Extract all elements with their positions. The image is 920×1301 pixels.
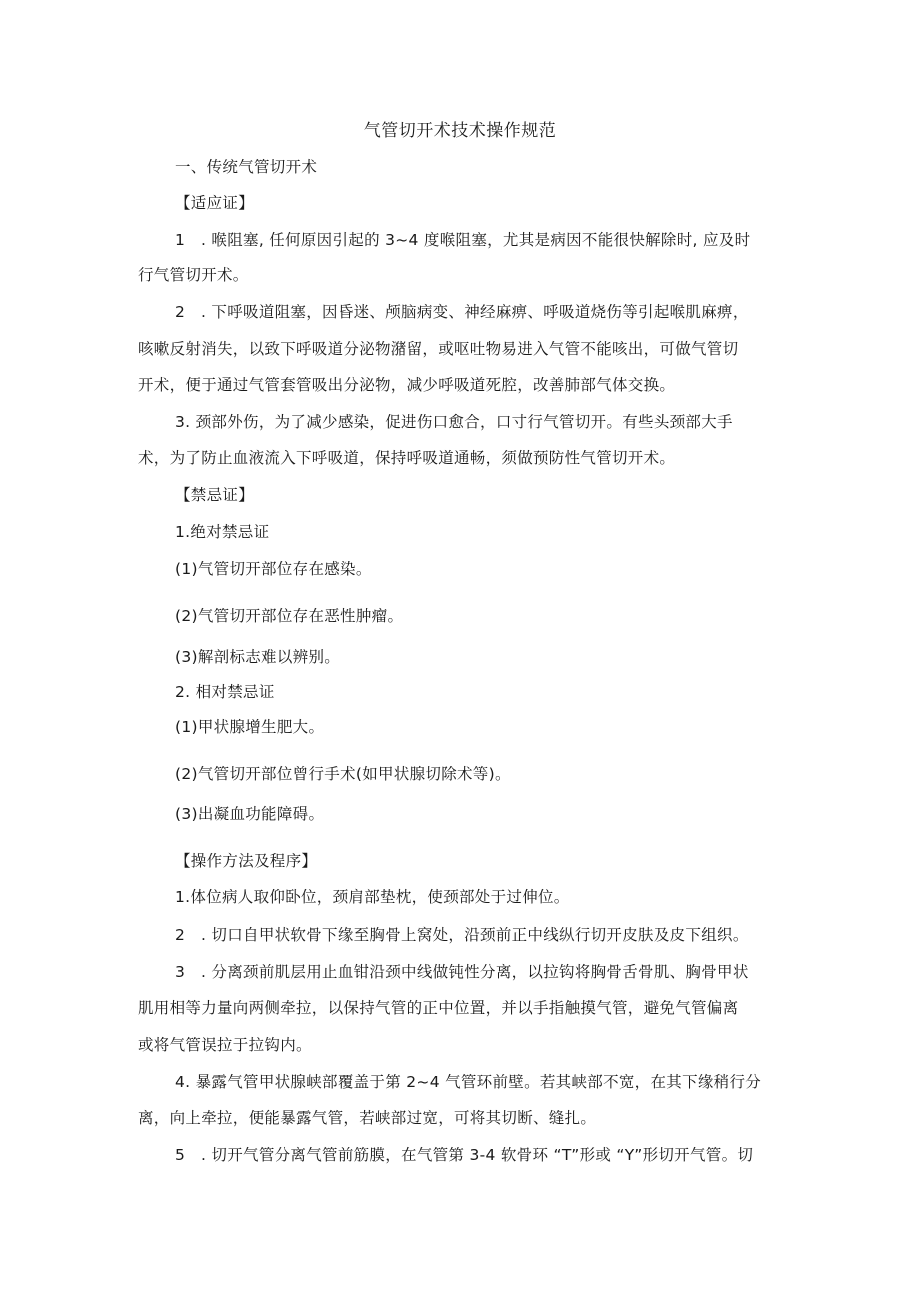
absolute-contraindication-item: (3)解剖标志难以辨别。 (175, 648, 341, 666)
indication-1-line-2: 行气管切开术。 (138, 266, 249, 284)
procedure-step-4-line-1: 4. 暴露气管甲状腺峡部覆盖于第 2~4 气管环前壁。若其峡部不宽，在其下缘稍行分 (175, 1073, 762, 1091)
procedure-step-2-line-1: 2 . 切口自甲状软骨下缘至胸骨上窝处，沿颈前正中线纵行切开皮肤及皮下组织。 (175, 926, 749, 944)
section-heading: 一、传统气管切开术 (175, 158, 318, 176)
indication-3-line-1: 3. 颈部外伤，为了减少感染，促进伤口愈合，口寸行气管切开。有些头颈部大手 (175, 413, 733, 431)
absolute-contraindications-title: 1.绝对禁忌证 (175, 523, 270, 541)
contraindications-heading: 【禁忌证】 (175, 486, 255, 504)
procedure-step-4-line-2: 离，向上牵拉，便能暴露气管，若峡部过宽，可将其切断、缝扎。 (138, 1109, 597, 1127)
indication-1-line-1: 1 . 喉阻塞, 任何原因引起的 3~4 度喉阻塞，尤其是病因不能很快解除时, 应及时 (175, 231, 751, 249)
procedure-step-1-line-1: 1.体位病人取仰卧位，颈肩部垫枕，使颈部处于过伸位。 (175, 888, 570, 906)
procedure-step-3-line-3: 或将气管误拉于拉钩内。 (138, 1036, 312, 1054)
indications-heading: 【适应证】 (175, 194, 255, 212)
indication-2-line-3: 开术，便于通过气管套管吸出分泌物，减少呼吸道死腔，改善肺部气体交换。 (138, 376, 676, 394)
indication-2-line-1: 2 . 下呼吸道阻塞，因昏迷、颅脑病变、神经麻痹、呼吸道烧伤等引起喉肌麻痹， (175, 303, 749, 321)
procedure-step-5-line-1: 5 . 切开气管分离气管前筋膜，在气管第 3-4 软骨环 “T”形或 “Y”形切开气管。切 (175, 1146, 754, 1164)
relative-contraindications-title: 2. 相对禁忌证 (175, 683, 275, 701)
document-title: 气管切开术技术操作规范 (363, 121, 557, 141)
absolute-contraindication-item: (1)气管切开部位存在感染。 (175, 560, 372, 578)
indication-2-line-2: 咳嗽反射消失，以致下呼吸道分泌物潴留，或呕吐物易进入气管不能咳出，可做气管切 (138, 340, 739, 358)
relative-contraindication-item: (1)甲状腺增生肥大。 (175, 718, 325, 736)
procedure-heading: 【操作方法及程序】 (175, 852, 318, 870)
absolute-contraindication-item: (2)气管切开部位存在恶性肿瘤。 (175, 607, 404, 625)
indication-3-line-2: 术，为了防止血液流入下呼吸道，保持呼吸道通畅，须做预防性气管切开术。 (138, 449, 676, 467)
relative-contraindication-item: (2)气管切开部位曾行手术(如甲状腺切除术等)。 (175, 765, 511, 783)
procedure-step-3-line-1: 3 . 分离颈前肌层用止血钳沿颈中线做钝性分离，以拉钩将胸骨舌骨肌、胸骨甲状 (175, 963, 749, 981)
procedure-step-3-line-2: 肌用相等力量向两侧牵拉，以保持气管的正中位置，并以手指触摸气管，避免气管偏离 (138, 999, 739, 1017)
relative-contraindication-item: (3)出凝血功能障碍。 (175, 805, 325, 823)
